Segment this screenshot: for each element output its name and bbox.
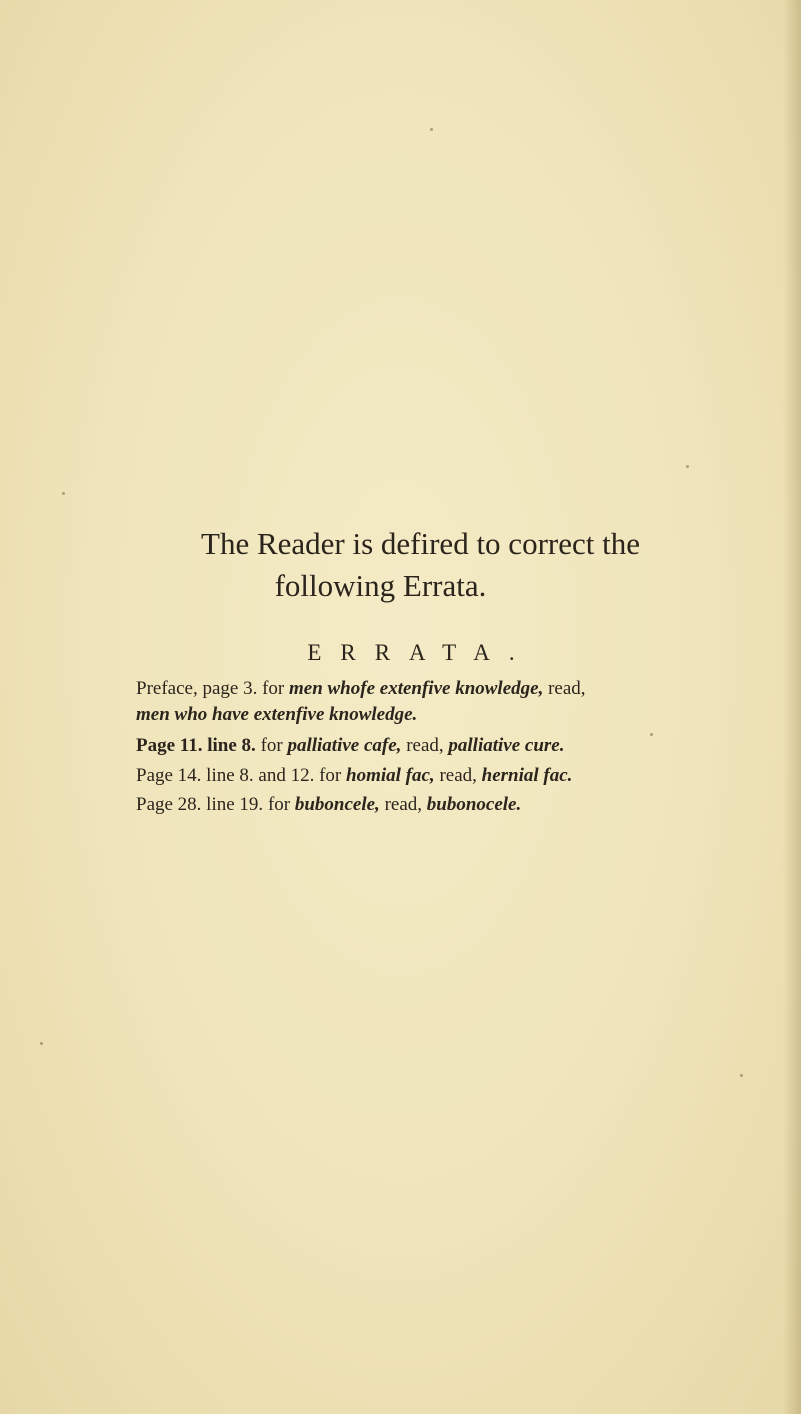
entry-reference: Page 11. line 8. [136, 735, 256, 756]
errata-entry-preface [136, 676, 586, 702]
entry-correct-text: hernial fac. [481, 765, 573, 786]
notice-line-1: The Reader is defired to correct the [201, 526, 640, 561]
paper-speck [650, 733, 653, 736]
entry-read-word: read, [384, 794, 423, 815]
entry-read-word: read, [406, 735, 444, 756]
entry-reference: Page 14. line 8. and 12. [136, 765, 315, 786]
errata-heading: ERRATA. [307, 640, 534, 665]
entry-for-word: for [267, 794, 291, 815]
paper-speck [686, 465, 689, 468]
paper-speck [740, 1074, 743, 1077]
entry-for-word: for [319, 765, 342, 786]
entry-reference: Page 28. line 19. [136, 794, 264, 815]
errata-entry-page-11 [136, 733, 564, 759]
entry-reference: Preface, page 3. [136, 678, 258, 699]
errata-entry-preface-continued [136, 702, 417, 728]
paper-speck [40, 1042, 43, 1045]
entry-wrong-text: men whofe extenfive knowledge, [288, 678, 544, 699]
notice-line-2: following Errata. [274, 568, 487, 603]
entry-for-word: for [260, 735, 283, 756]
entry-for-word: for [262, 678, 285, 699]
page-edge-shadow [783, 0, 801, 1414]
entry-wrong-text: palliative cafe, [287, 735, 402, 756]
entry-correct-text: bubonocele. [426, 794, 522, 815]
entry-correct-text: men who have extenfive knowledge. [136, 704, 418, 725]
entry-correct-text: palliative cure. [448, 735, 565, 756]
entry-wrong-text: homial fac, [346, 765, 435, 786]
errata-entry-page-28 [136, 792, 521, 818]
paper-speck [430, 128, 433, 131]
paper-speck [62, 492, 65, 495]
entry-read-word: read, [548, 678, 586, 699]
entry-wrong-text: buboncele, [294, 794, 380, 815]
errata-entry-page-14 [136, 763, 572, 789]
entry-read-word: read, [439, 765, 477, 786]
